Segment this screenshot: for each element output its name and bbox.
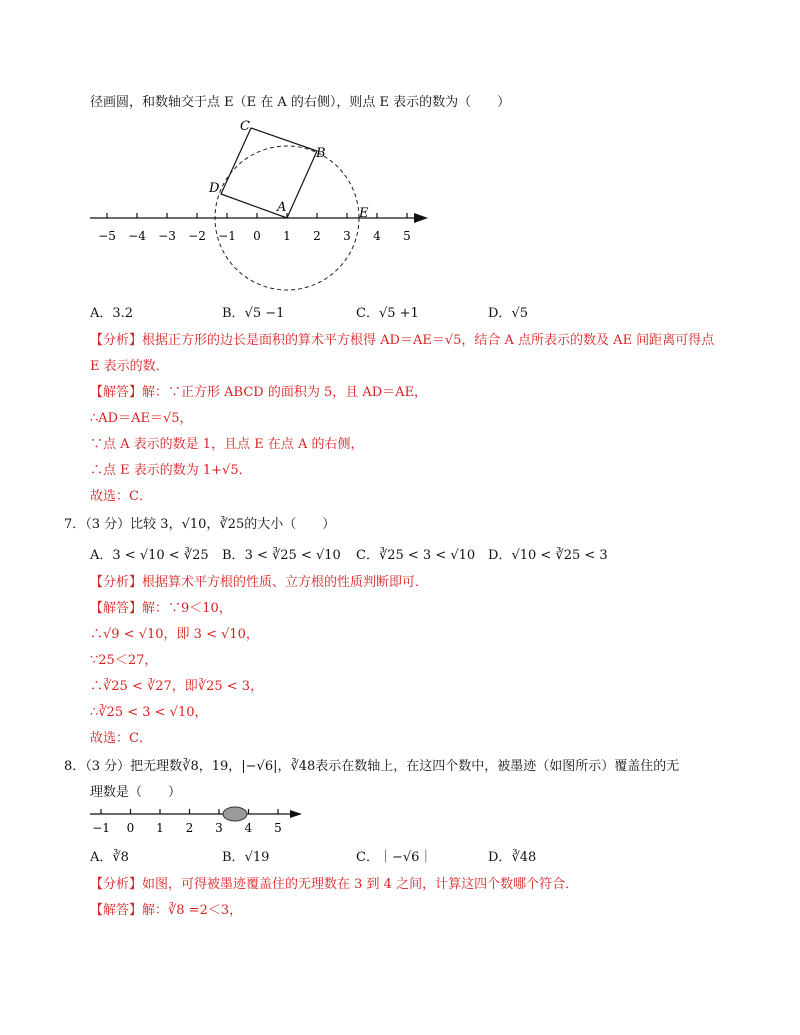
q6-label-a: A [277, 200, 287, 215]
q6-answer-line-4: ∴点 E 表示的数为 1+√5． [90, 463, 252, 478]
q6-answer-line-2: ∴AD＝AE＝√5， [90, 411, 193, 426]
q8-figure [0, 802, 800, 842]
q6-option-a-text: 3.2 [112, 306, 134, 321]
q6-tick-label-6: 1 [283, 229, 291, 243]
q6-answer-line-5: 故选：C． [90, 489, 152, 504]
q6-label-d: D [209, 181, 220, 196]
q6-label-c: C [240, 119, 250, 134]
q7-answer-line-4: ∴∛25 < ∛27，即∛25 < 3， [90, 679, 264, 694]
q8-option-a: A．∛8 [90, 850, 129, 865]
q6-square [221, 128, 317, 218]
q6-tick-label-5: 0 [253, 229, 261, 243]
q8-option-c: C．｜−√6｜ [356, 850, 433, 865]
q8-tick-label-5: 4 [244, 821, 253, 835]
q7-answer-line-2: ∴√9 < √10，即 3 < √10， [90, 627, 259, 642]
q8-tick-label-6: 5 [274, 821, 282, 835]
q6-answer-line-1: 【解答】解：∵正方形 ABCD 的面积为 5，且 AD＝AE， [90, 385, 428, 400]
q6-option-d: D．√5 [488, 306, 528, 321]
q8-axis-ticks [92, 809, 282, 835]
q6-analysis [90, 332, 714, 350]
q8-tick-label-2: 1 [156, 821, 164, 835]
q7-option-b: B．3 < ∛25 < √10 [222, 548, 341, 563]
q8-answer: 【解答】解：∛8 =2＜3， [90, 903, 243, 918]
q7-answer-line-3: ∵25＜27， [90, 653, 158, 668]
q6-label-b: B [316, 146, 326, 161]
q8-analysis: 【分析】如图，可得被墨迹覆盖住的无理数在 3 到 4 之间，计算这四个数哪个符合． [90, 877, 579, 892]
q6-option-c-text: √5 +1 [378, 306, 419, 321]
q6-stem-tail: 径画圆，和数轴交于点 E（E 在 A 的右侧），则点 E 表示的数为（ ） [90, 95, 511, 110]
q7-answer-line-5: ∴∛25 < 3 < √10， [90, 705, 208, 720]
q6-option-b-text: √5 −1 [244, 306, 285, 321]
q7-option-c: C．∛25 < 3 < √10 [356, 548, 476, 563]
q6-analysis-label: 【分析】 [90, 333, 143, 348]
q6-tick-label-1: −4 [128, 229, 146, 243]
q8-tick-label-4: 3 [215, 821, 223, 835]
q8-tick-label-1: 0 [126, 821, 135, 835]
q6-option-a: A．3.2 [90, 306, 134, 321]
q6-option-d-text: √5 [511, 306, 528, 321]
q6-tick-label-8: 3 [343, 229, 351, 243]
q8-tick-label-3: 2 [185, 821, 194, 835]
q8-option-b: B．√19 [222, 850, 270, 865]
q8-option-d: D．∛48 [488, 850, 537, 865]
q7-analysis: 【分析】根据算术平方根的性质、立方根的性质判断即可． [90, 575, 429, 590]
q6-tick-label-7: 2 [313, 229, 321, 243]
q8-tick-label-0: −1 [92, 821, 110, 835]
q7-answer-line-1: 【解答】解：∵9＜10， [90, 601, 232, 616]
q6-tick-label-9: 4 [373, 229, 381, 243]
q7-stem: 7．（3 分）比较 3，√10，∛25的大小（ ） [64, 517, 336, 532]
q6-tick-label-3: −2 [188, 229, 206, 243]
q8-ink-blot [223, 807, 247, 821]
q6-analysis-text-1: 根据正方形的边长是面积的算术平方根得 AD＝AE＝√5，结合 A 点所表示的数及 AE 间距离可得点 [142, 333, 715, 348]
q6-tick-label-10: 5 [403, 229, 411, 243]
q6-option-c: C．√5 +1 [356, 306, 419, 321]
q6-tick-label-4: −1 [218, 229, 236, 243]
q6-analysis-line-2: E 表示的数． [90, 359, 169, 374]
q7-answer-line-6: 故选：C． [90, 731, 152, 746]
q6-option-b: B．√5 −1 [222, 306, 285, 321]
q8-stem-line-1: 8．（3 分）把无理数∛8，19，|−√6|，∛48表示在数轴上，在这四个数中，被墨迹（如图所示）覆盖住的无 [64, 759, 680, 774]
q6-tick-label-2: −3 [158, 229, 176, 243]
q6-answer-label: 【解答】 [90, 385, 143, 400]
q8-axis-arrow [290, 810, 302, 818]
q6-axis-arrow [414, 213, 428, 223]
q7-option-d: D．√10 < ∛25 < 3 [488, 548, 608, 563]
q7-option-a: A．3 < √10 < ∛25 [90, 548, 209, 563]
q6-answer-line-3: ∵点 A 表示的数是 1，且点 E 在点 A 的右侧， [90, 437, 364, 452]
q6-tick-label-0: −5 [98, 229, 116, 243]
q8-stem-line-2: 理数是（ ） [90, 785, 182, 800]
q6-label-e: E [359, 206, 369, 221]
